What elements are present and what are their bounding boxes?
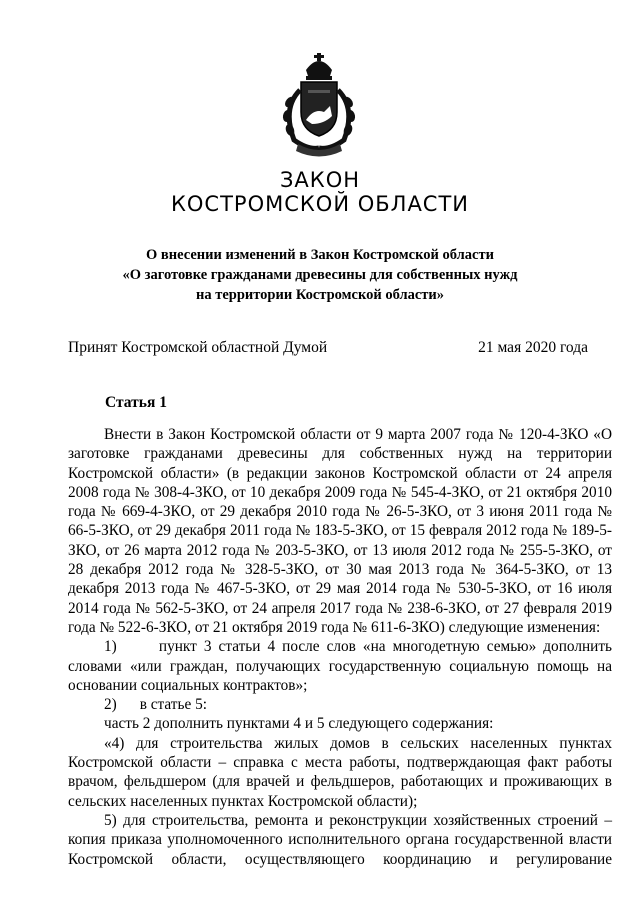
- subtitle-line: «О заготовке гражданами древесины для собственных нужд: [122, 267, 518, 283]
- subtitle-line: на территории Костромской области»: [195, 287, 445, 303]
- article-paragraph: «4) для строительства жилых домов в сельских населенных пунктах Костромской области – справка с места работы, подтверждающая факт работы врачом, фельдшером (для врачей и фельдшеров, работающих и проживающих в сельских населенных пунктах Костромской области);: [68, 734, 612, 810]
- article-paragraph: часть 2 дополнить пунктами 4 и 5 следующего содержания:: [104, 715, 494, 733]
- subtitle-line: О внесении изменений в Закон Костромской области: [146, 247, 494, 263]
- law-title-line1: ЗАКОН: [279, 168, 361, 192]
- coat-of-arms-icon: [268, 50, 370, 160]
- article-paragraph: Внести в Закон Костромской области от 9 марта 2007 года № 120-4-ЗКО «О заготовке гражданами древесины для собственных нужд на территории Костромской области» (в редакции законов Костромской области от 24 апреля 2008 года № 308-4-ЗКО, от 10 декабря 2009 года № 545-4-ЗКО, от 21 октября 2010 года № 669-4-ЗКО, от 29 декабря 2010 года № 26-5-ЗКО, от 3 июня 2011 года № 66-5-ЗКО, от 29 декабря 2011 года № 183-5-ЗКО, от 15 февраля 2012 года № 189-5-ЗКО, от 26 марта 2012 года № 203-5-ЗКО, от 13 июля 2012 года № 255-5-ЗКО, от 28 декабря 2012 года № 328-5-ЗКО, от 30 мая 2013 года № 364-5-ЗКО, от 13 декабря 2013 года № 467-5-ЗКО, от 29 мая 2014 года № 530-5-ЗКО, от 16 июля 2014 года № 562-5-ЗКО, от 24 апреля 2017 года № 238-6-ЗКО, от 27 февраля 2019 года № 522-6-ЗКО, от 21 октября 2019 года № 611-6-ЗКО) следующие изменения:: [68, 426, 612, 636]
- adoption-date: 21 мая 2020 года: [478, 339, 588, 356]
- article-body: [68, 425, 612, 869]
- article-paragraph: 1) пункт 3 статьи 4 после слов «на многодетную семью» дополнить словами «или граждан, получающих государственную социальную помощь на основании социальных контрактов»;: [68, 638, 612, 694]
- law-title-line2: КОСТРОМСКОЙ ОБЛАСТИ: [170, 192, 470, 216]
- article-paragraph: 2) в статье 5:: [104, 696, 207, 714]
- law-subtitle: [0, 245, 640, 305]
- article-paragraph: 5) для строительства, ремонта и реконструкции хозяйственных строений – копия приказа уполномоченного исполнительного органа государственной власти Костромской области, осуществляющего координацию и регулирование: [68, 811, 612, 868]
- article-heading: Статья 1: [105, 394, 167, 411]
- adopted-by: Принят Костромской областной Думой: [68, 339, 328, 356]
